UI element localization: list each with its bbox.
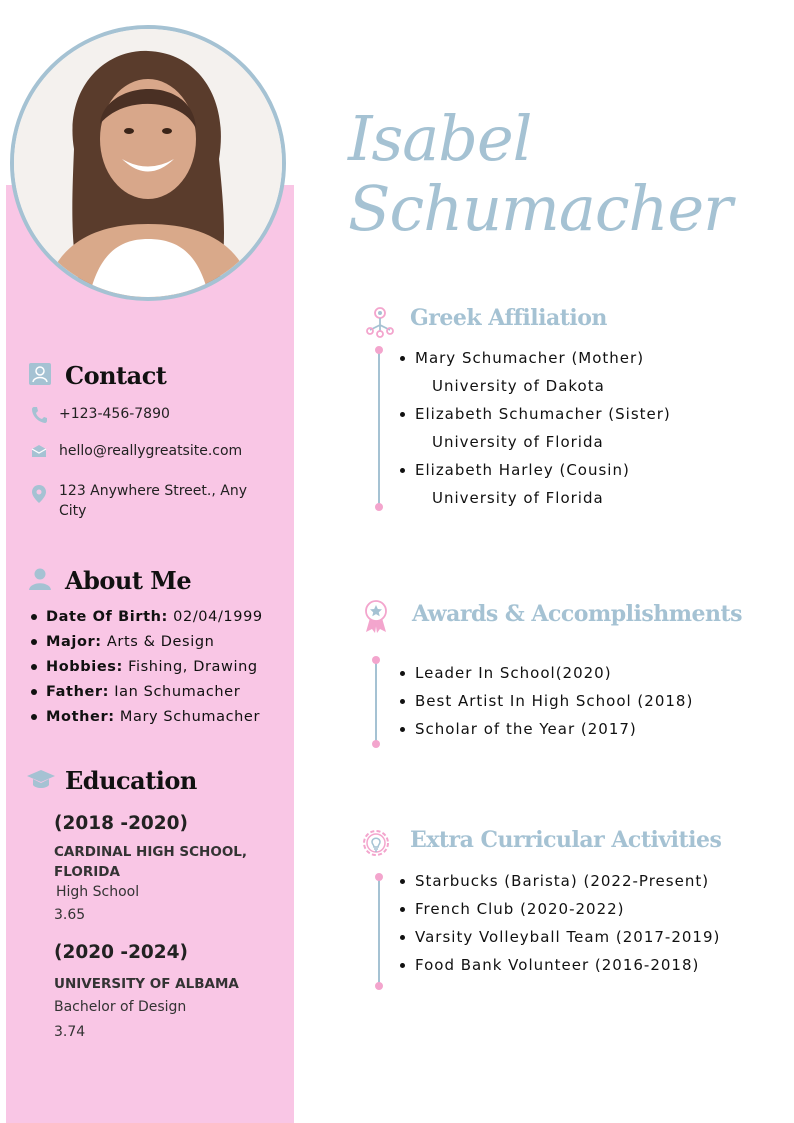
name-first: Isabel [348, 102, 532, 175]
activity-item: Food Bank Volunteer (2016-2018) [400, 951, 720, 979]
contact-heading: Contact [65, 361, 167, 390]
education-school: UNIVERSITY OF ALBAMA [54, 976, 239, 992]
education-school [54, 842, 264, 882]
timeline-dot [375, 346, 383, 354]
timeline-dot [375, 873, 383, 881]
about-label: Hobbies: [46, 659, 123, 675]
about-item [28, 656, 263, 681]
contact-card-icon [28, 362, 52, 386]
person-icon [28, 567, 52, 591]
address-line-1: 123 Anywhere Street., Any [59, 483, 247, 499]
greek-list [400, 344, 671, 512]
about-label: Date Of Birth: [46, 609, 168, 625]
email-address: hello@reallygreatsite.com [59, 443, 243, 459]
profile-photo [10, 25, 286, 301]
greek-member: Mary Schumacher (Mother) [400, 344, 671, 372]
greek-member: Elizabeth Harley (Cousin) [400, 456, 671, 484]
award-item: Leader In School(2020) [400, 659, 693, 687]
greek-university: University of Florida [432, 433, 604, 451]
education-heading: Education [65, 766, 197, 795]
awards-list [400, 659, 693, 743]
portrait-illustration [14, 29, 282, 297]
education-degree: Bachelor of Design [54, 999, 187, 1015]
email-icon [31, 444, 47, 458]
education-years: (2020 -2024) [54, 942, 189, 963]
about-item [28, 631, 263, 656]
activity-item: French Club (2020-2022) [400, 895, 720, 923]
timeline-dot [375, 503, 383, 511]
award-item: Scholar of the Year (2017) [400, 715, 693, 743]
about-value: Arts & Design [101, 634, 215, 650]
address-line-2: City [59, 503, 87, 519]
about-heading: About Me [65, 566, 192, 595]
education-gpa: 3.65 [54, 907, 86, 923]
timeline-dot [372, 656, 380, 664]
phone-number: +123-456-7890 [59, 406, 170, 422]
education-school-line-1: CARDINAL HIGH SCHOOL, [54, 844, 248, 860]
graduation-cap-icon [26, 769, 56, 791]
address [59, 481, 247, 521]
about-label: Mother: [46, 709, 115, 725]
education-gpa: 3.74 [54, 1024, 86, 1040]
lightbulb-gear-icon [359, 826, 393, 860]
activities-heading: Extra Curricular Activities [410, 827, 722, 853]
education-degree: High School [56, 884, 140, 900]
about-label: Major: [46, 634, 102, 650]
about-item [28, 706, 263, 731]
name-last: Schumacher [348, 172, 732, 245]
activity-item: Starbucks (Barista) (2022-Present) [400, 867, 720, 895]
education-school-line-2: FLORIDA [54, 864, 120, 880]
about-item [28, 681, 263, 706]
activities-timeline [378, 878, 380, 986]
greek-heading: Greek Affiliation [410, 305, 607, 331]
greek-university: University of Florida [432, 489, 604, 507]
about-value: Ian Schumacher [109, 684, 241, 700]
awards-heading: Awards & Accomplishments [412, 601, 743, 627]
greek-university: University of Dakota [432, 377, 605, 395]
timeline-dot [372, 740, 380, 748]
location-pin-icon [31, 484, 47, 504]
about-label: Father: [46, 684, 110, 700]
about-value: 02/04/1999 [167, 609, 263, 625]
phone-icon [31, 406, 47, 424]
awards-timeline [375, 660, 377, 743]
about-value: Mary Schumacher [114, 709, 261, 725]
greek-timeline [378, 352, 380, 507]
timeline-dot [375, 982, 383, 990]
activities-list [400, 867, 720, 979]
award-item: Best Artist In High School (2018) [400, 687, 693, 715]
about-value: Fishing, Drawing [122, 659, 258, 675]
greek-member: Elizabeth Schumacher (Sister) [400, 400, 671, 428]
award-ribbon-icon [364, 600, 388, 634]
about-item [28, 606, 263, 631]
network-icon [365, 306, 395, 338]
activity-item: Varsity Volleyball Team (2017-2019) [400, 923, 720, 951]
about-list [28, 606, 263, 731]
education-years: (2018 -2020) [54, 813, 189, 834]
